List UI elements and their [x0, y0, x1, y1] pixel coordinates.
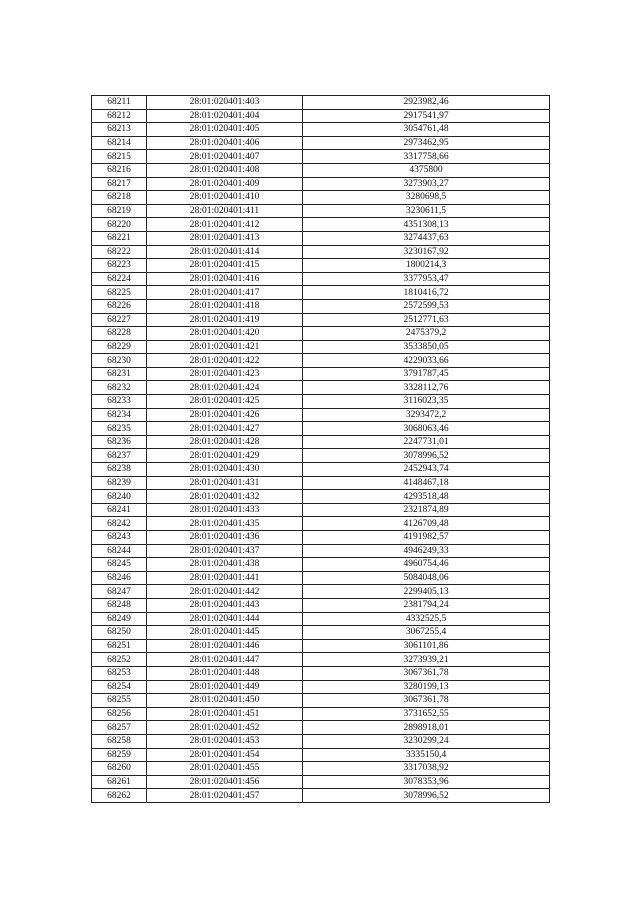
row-number-cell: 68240 [92, 490, 147, 504]
value-cell: 3116023,35 [303, 395, 550, 409]
cadastral-number-cell: 28:01:020401:454 [147, 748, 303, 762]
row-number-cell: 68230 [92, 354, 147, 368]
table-row [92, 422, 550, 436]
cadastral-number-cell: 28:01:020401:438 [147, 558, 303, 572]
table-row [92, 666, 550, 680]
table-row [92, 544, 550, 558]
row-number-cell: 68257 [92, 721, 147, 735]
cadastral-value-table [91, 95, 550, 803]
table-row [92, 748, 550, 762]
value-cell: 3377953,47 [303, 272, 550, 286]
cadastral-number-cell: 28:01:020401:414 [147, 245, 303, 259]
value-cell: 2917541,97 [303, 109, 550, 123]
cadastral-number-cell: 28:01:020401:445 [147, 626, 303, 640]
row-number-cell: 68211 [92, 96, 147, 110]
value-cell: 3078996,52 [303, 789, 550, 803]
table-row [92, 259, 550, 273]
value-cell: 3335150,4 [303, 748, 550, 762]
table-row [92, 150, 550, 164]
cadastral-number-cell: 28:01:020401:405 [147, 123, 303, 137]
row-number-cell: 68251 [92, 639, 147, 653]
table-row [92, 136, 550, 150]
cadastral-number-cell: 28:01:020401:450 [147, 694, 303, 708]
table-row [92, 286, 550, 300]
row-number-cell: 68252 [92, 653, 147, 667]
value-cell: 4191982,57 [303, 531, 550, 545]
table-row [92, 272, 550, 286]
value-cell: 3280698,5 [303, 191, 550, 205]
value-cell: 2321874,89 [303, 503, 550, 517]
cadastral-number-cell: 28:01:020401:422 [147, 354, 303, 368]
row-number-cell: 68212 [92, 109, 147, 123]
cadastral-number-cell: 28:01:020401:424 [147, 381, 303, 395]
table-row [92, 449, 550, 463]
table-row [92, 218, 550, 232]
value-cell: 3731652,55 [303, 707, 550, 721]
table-row [92, 463, 550, 477]
cadastral-number-cell: 28:01:020401:421 [147, 340, 303, 354]
row-number-cell: 68256 [92, 707, 147, 721]
cadastral-number-cell: 28:01:020401:448 [147, 666, 303, 680]
table-row [92, 721, 550, 735]
table-row [92, 490, 550, 504]
value-cell: 1810416,72 [303, 286, 550, 300]
table-row [92, 177, 550, 191]
value-cell: 4293518,48 [303, 490, 550, 504]
cadastral-number-cell: 28:01:020401:413 [147, 231, 303, 245]
row-number-cell: 68238 [92, 463, 147, 477]
value-cell: 4946249,33 [303, 544, 550, 558]
row-number-cell: 68217 [92, 177, 147, 191]
value-cell: 3274437,63 [303, 231, 550, 245]
cadastral-number-cell: 28:01:020401:435 [147, 517, 303, 531]
value-cell: 3317758,66 [303, 150, 550, 164]
value-cell: 4332525,5 [303, 612, 550, 626]
value-cell: 2475379,2 [303, 327, 550, 341]
table-body [92, 96, 550, 803]
row-number-cell: 68261 [92, 775, 147, 789]
row-number-cell: 68237 [92, 449, 147, 463]
table-row [92, 381, 550, 395]
row-number-cell: 68224 [92, 272, 147, 286]
cadastral-number-cell: 28:01:020401:419 [147, 313, 303, 327]
table-row [92, 694, 550, 708]
table-row [92, 639, 550, 653]
cadastral-number-cell: 28:01:020401:446 [147, 639, 303, 653]
cadastral-number-cell: 28:01:020401:433 [147, 503, 303, 517]
table-row [92, 395, 550, 409]
row-number-cell: 68214 [92, 136, 147, 150]
row-number-cell: 68250 [92, 626, 147, 640]
table-row [92, 558, 550, 572]
cadastral-number-cell: 28:01:020401:444 [147, 612, 303, 626]
table-row [92, 354, 550, 368]
cadastral-number-cell: 28:01:020401:407 [147, 150, 303, 164]
cadastral-number-cell: 28:01:020401:436 [147, 531, 303, 545]
row-number-cell: 68255 [92, 694, 147, 708]
value-cell: 3293472,2 [303, 408, 550, 422]
value-cell: 1800214,3 [303, 259, 550, 273]
value-cell: 2572599,53 [303, 299, 550, 313]
row-number-cell: 68246 [92, 571, 147, 585]
table-row [92, 762, 550, 776]
cadastral-number-cell: 28:01:020401:452 [147, 721, 303, 735]
value-cell: 3317038,92 [303, 762, 550, 776]
value-cell: 4126709,48 [303, 517, 550, 531]
table-row [92, 163, 550, 177]
row-number-cell: 68248 [92, 598, 147, 612]
row-number-cell: 68222 [92, 245, 147, 259]
value-cell: 3067361,78 [303, 694, 550, 708]
table-row [92, 245, 550, 259]
table-row [92, 299, 550, 313]
cadastral-number-cell: 28:01:020401:429 [147, 449, 303, 463]
row-number-cell: 68231 [92, 367, 147, 381]
cadastral-number-cell: 28:01:020401:412 [147, 218, 303, 232]
table-row [92, 734, 550, 748]
table-row [92, 367, 550, 381]
row-number-cell: 68229 [92, 340, 147, 354]
value-cell: 2898918,01 [303, 721, 550, 735]
table-row [92, 191, 550, 205]
cadastral-number-cell: 28:01:020401:443 [147, 598, 303, 612]
table-row [92, 707, 550, 721]
value-cell: 5084048,06 [303, 571, 550, 585]
cadastral-number-cell: 28:01:020401:423 [147, 367, 303, 381]
cadastral-number-cell: 28:01:020401:418 [147, 299, 303, 313]
row-number-cell: 68245 [92, 558, 147, 572]
cadastral-number-cell: 28:01:020401:428 [147, 435, 303, 449]
table-row [92, 503, 550, 517]
row-number-cell: 68221 [92, 231, 147, 245]
table-row [92, 626, 550, 640]
table-row [92, 408, 550, 422]
row-number-cell: 68236 [92, 435, 147, 449]
cadastral-number-cell: 28:01:020401:408 [147, 163, 303, 177]
value-cell: 3230611,5 [303, 204, 550, 218]
value-cell: 3078996,52 [303, 449, 550, 463]
value-cell: 4148467,18 [303, 476, 550, 490]
row-number-cell: 68213 [92, 123, 147, 137]
cadastral-number-cell: 28:01:020401:431 [147, 476, 303, 490]
row-number-cell: 68234 [92, 408, 147, 422]
table-row [92, 598, 550, 612]
value-cell: 2923982,46 [303, 96, 550, 110]
value-cell: 3067255,4 [303, 626, 550, 640]
cadastral-number-cell: 28:01:020401:457 [147, 789, 303, 803]
row-number-cell: 68258 [92, 734, 147, 748]
row-number-cell: 68239 [92, 476, 147, 490]
value-cell: 2299405,13 [303, 585, 550, 599]
row-number-cell: 68260 [92, 762, 147, 776]
cadastral-number-cell: 28:01:020401:411 [147, 204, 303, 218]
row-number-cell: 68223 [92, 259, 147, 273]
table-row [92, 680, 550, 694]
value-cell: 3273903,27 [303, 177, 550, 191]
table-row [92, 123, 550, 137]
table-row [92, 789, 550, 803]
value-cell: 2452943,74 [303, 463, 550, 477]
table-row [92, 612, 550, 626]
value-cell: 2512771,63 [303, 313, 550, 327]
value-cell: 3054761,48 [303, 123, 550, 137]
table-row [92, 96, 550, 110]
row-number-cell: 68244 [92, 544, 147, 558]
cadastral-number-cell: 28:01:020401:415 [147, 259, 303, 273]
value-cell: 4960754,46 [303, 558, 550, 572]
row-number-cell: 68247 [92, 585, 147, 599]
row-number-cell: 68235 [92, 422, 147, 436]
row-number-cell: 68242 [92, 517, 147, 531]
value-cell: 3068063,46 [303, 422, 550, 436]
value-cell: 2973462,95 [303, 136, 550, 150]
row-number-cell: 68253 [92, 666, 147, 680]
row-number-cell: 68249 [92, 612, 147, 626]
cadastral-number-cell: 28:01:020401:420 [147, 327, 303, 341]
table-row [92, 313, 550, 327]
cadastral-number-cell: 28:01:020401:430 [147, 463, 303, 477]
table-row [92, 109, 550, 123]
table-row [92, 476, 550, 490]
row-number-cell: 68233 [92, 395, 147, 409]
row-number-cell: 68220 [92, 218, 147, 232]
value-cell: 3230299,24 [303, 734, 550, 748]
value-cell: 4351308,13 [303, 218, 550, 232]
value-cell: 3791787,45 [303, 367, 550, 381]
cadastral-number-cell: 28:01:020401:456 [147, 775, 303, 789]
table-row [92, 231, 550, 245]
value-cell: 2247731,01 [303, 435, 550, 449]
row-number-cell: 68225 [92, 286, 147, 300]
cadastral-number-cell: 28:01:020401:406 [147, 136, 303, 150]
cadastral-number-cell: 28:01:020401:403 [147, 96, 303, 110]
value-cell: 3061101,86 [303, 639, 550, 653]
value-cell: 4229033,66 [303, 354, 550, 368]
cadastral-number-cell: 28:01:020401:410 [147, 191, 303, 205]
cadastral-number-cell: 28:01:020401:441 [147, 571, 303, 585]
cadastral-number-cell: 28:01:020401:417 [147, 286, 303, 300]
row-number-cell: 68232 [92, 381, 147, 395]
table-row [92, 340, 550, 354]
row-number-cell: 68219 [92, 204, 147, 218]
table-row [92, 327, 550, 341]
cadastral-number-cell: 28:01:020401:455 [147, 762, 303, 776]
cadastral-number-cell: 28:01:020401:425 [147, 395, 303, 409]
row-number-cell: 68218 [92, 191, 147, 205]
value-cell: 3230167,92 [303, 245, 550, 259]
cadastral-number-cell: 28:01:020401:437 [147, 544, 303, 558]
value-cell: 2381794,24 [303, 598, 550, 612]
table-row [92, 571, 550, 585]
value-cell: 3328112,76 [303, 381, 550, 395]
row-number-cell: 68227 [92, 313, 147, 327]
cadastral-number-cell: 28:01:020401:453 [147, 734, 303, 748]
table-row [92, 204, 550, 218]
row-number-cell: 68241 [92, 503, 147, 517]
row-number-cell: 68262 [92, 789, 147, 803]
value-cell: 4375800 [303, 163, 550, 177]
table-row [92, 531, 550, 545]
value-cell: 3078353,96 [303, 775, 550, 789]
cadastral-number-cell: 28:01:020401:432 [147, 490, 303, 504]
row-number-cell: 68254 [92, 680, 147, 694]
value-cell: 3280199,13 [303, 680, 550, 694]
row-number-cell: 68226 [92, 299, 147, 313]
table-row [92, 775, 550, 789]
row-number-cell: 68259 [92, 748, 147, 762]
cadastral-number-cell: 28:01:020401:409 [147, 177, 303, 191]
row-number-cell: 68216 [92, 163, 147, 177]
row-number-cell: 68243 [92, 531, 147, 545]
cadastral-number-cell: 28:01:020401:449 [147, 680, 303, 694]
cadastral-number-cell: 28:01:020401:442 [147, 585, 303, 599]
value-cell: 3273939,21 [303, 653, 550, 667]
table-row [92, 517, 550, 531]
cadastral-number-cell: 28:01:020401:447 [147, 653, 303, 667]
cadastral-number-cell: 28:01:020401:426 [147, 408, 303, 422]
row-number-cell: 68215 [92, 150, 147, 164]
table-row [92, 585, 550, 599]
table-row [92, 435, 550, 449]
value-cell: 3067361,78 [303, 666, 550, 680]
cadastral-number-cell: 28:01:020401:416 [147, 272, 303, 286]
cadastral-number-cell: 28:01:020401:451 [147, 707, 303, 721]
cadastral-number-cell: 28:01:020401:427 [147, 422, 303, 436]
value-cell: 3533850,05 [303, 340, 550, 354]
table-row [92, 653, 550, 667]
cadastral-number-cell: 28:01:020401:404 [147, 109, 303, 123]
row-number-cell: 68228 [92, 327, 147, 341]
